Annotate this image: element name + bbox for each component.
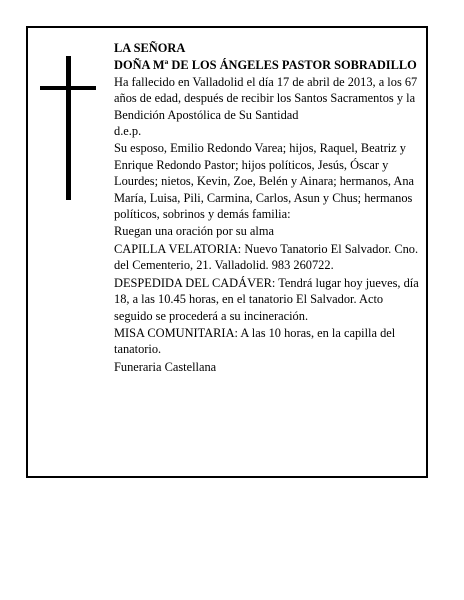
- mass-label: MISA COMUNITARIA:: [114, 325, 238, 340]
- farewell-info: [114, 275, 419, 324]
- death-announcement: [114, 74, 419, 140]
- farewell-label: DESPEDIDA DEL CADÁVER:: [114, 275, 276, 290]
- cross-horizontal-bar: [40, 86, 96, 90]
- notice-heading: LA SEÑORA: [114, 41, 186, 55]
- obituary-notice: [26, 26, 428, 478]
- funeral-home: Funeraria Castellana: [114, 359, 217, 374]
- mass-text: A las 10 horas, en la capilla del tanatorio.: [114, 325, 396, 357]
- chapel-info: [114, 241, 419, 274]
- announcement-text: Ha fallecido en Valladolid el día 17 de abril de 2013, a los 67 años de edad, después de recibir los Santos Sacramentos y la Bendición Apostólica de Su Santidad: [114, 74, 418, 122]
- cross-vertical-bar: [66, 56, 71, 200]
- prayer-request: Ruegan una oración por su alma: [114, 224, 274, 239]
- mass-info: [114, 325, 419, 358]
- chapel-label: CAPILLA VELATORIA:: [114, 241, 242, 256]
- family-list: Su esposo, Emilio Redondo Varea; hijos, Raquel, Beatriz y Enrique Redondo Pastor; hijos políticos, Jesús, Óscar y Lourdes; nietos, Kevin, Zoe, Belén y Ainara; hermanos, Ana María, Luisa, Pili, Carmina, Carlos, Asun y Chus; hermanos políticos, sobrinos y demás familia:: [114, 141, 415, 222]
- notice-content: [114, 40, 419, 376]
- dep-text: d.e.p.: [114, 124, 142, 139]
- deceased-name: DOÑA Mª DE LOS ÁNGELES PASTOR SOBRADILLO: [114, 58, 417, 73]
- farewell-text: Tendrá lugar hoy jueves, día 18, a las 10.45 horas, en el tanatorio El Salvador. Acto seguido se procederá a su incineración.: [114, 275, 419, 323]
- chapel-text: Nuevo Tanatorio El Salvador. Cno. del Cementerio, 21. Valladolid. 983 260722.: [114, 241, 419, 273]
- latin-cross-icon: [40, 56, 96, 200]
